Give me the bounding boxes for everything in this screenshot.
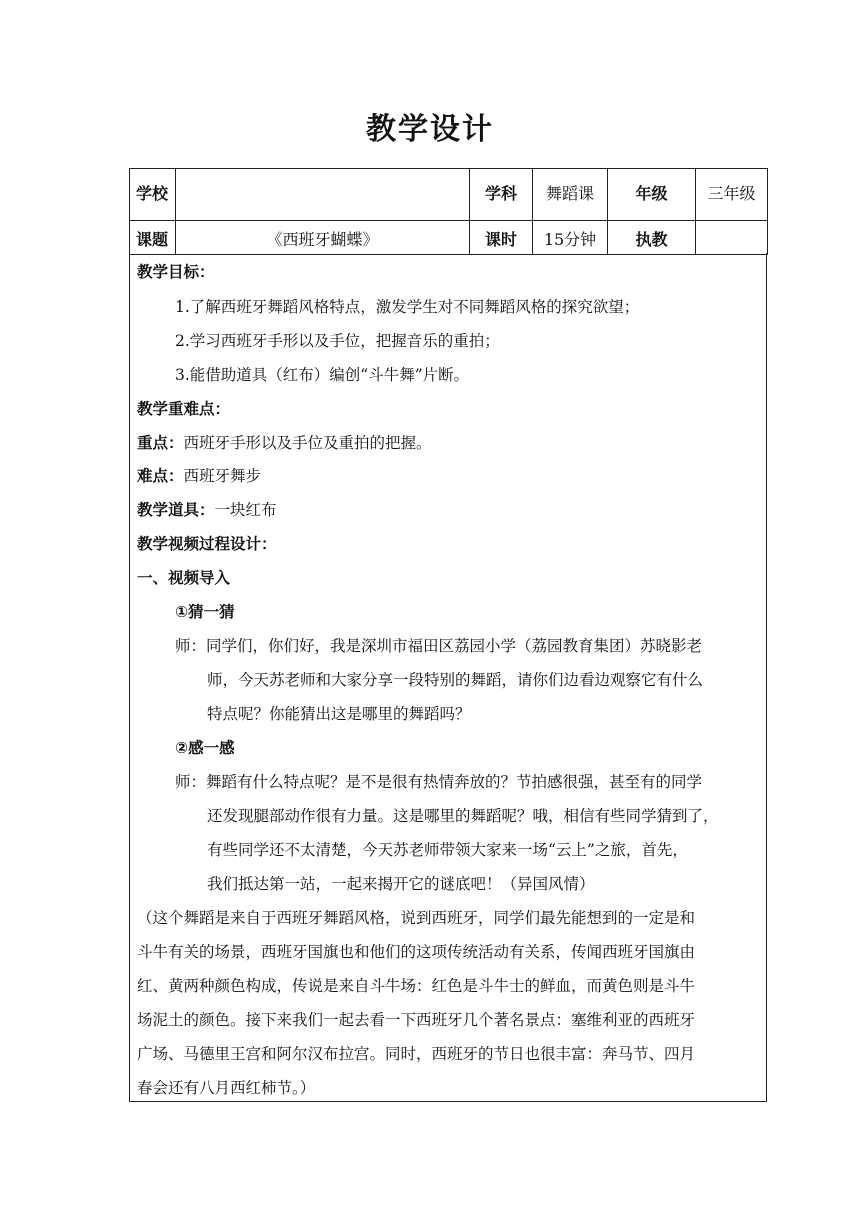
focus-text: 西班牙手形以及手位及重拍的把握。 (183, 434, 432, 452)
teacher-value (696, 221, 768, 255)
info-row-school (130, 169, 768, 221)
topic-value: 《西班牙蝴蝶》 (176, 221, 470, 255)
process-heading: 教学视频过程设计： (137, 535, 277, 553)
subject-value: 舞蹈课 (533, 169, 608, 221)
section-heading: 一、视频导入 (137, 569, 231, 587)
goals-heading: 教学目标： (137, 263, 215, 281)
focus-line (137, 436, 432, 452)
lesson-info-table (129, 168, 768, 255)
note-line: （这个舞蹈是来自于西班牙舞蹈风格，说到西班牙，同学们最先能想到的一定是和 (137, 909, 696, 927)
document-title: 教学设计 (366, 112, 494, 147)
period-label: 课时 (470, 221, 533, 255)
difficulty-line (137, 469, 261, 485)
note-line: 斗牛有关的场景，西班牙国旗也和他们的这项传统活动有关系，传闻西班牙国旗由 (137, 943, 696, 961)
focus-label: 重点： (137, 434, 184, 452)
subject-label: 学科 (470, 169, 533, 221)
goal-item: 3.能借助道具（红布）编创“斗牛舞”片断。 (175, 366, 470, 384)
paragraph-line: 我们抵达第一站，一起来揭开它的谜底吧！（异国风情） (207, 875, 595, 893)
grade-label: 年级 (608, 169, 696, 221)
props-line (137, 503, 277, 519)
school-value (176, 169, 470, 221)
goal-item: 2.学习西班牙手形以及手位，把握音乐的重拍； (175, 332, 500, 350)
period-value: 15分钟 (533, 221, 608, 255)
props-text: 一块红布 (214, 501, 277, 519)
school-label: 学校 (130, 169, 176, 221)
paragraph-line: 师，今天苏老师和大家分享一段特别的舞蹈，请你们边看边观察它有什么 (207, 671, 704, 689)
teacher-label: 执教 (608, 221, 696, 255)
props-label: 教学道具： (137, 501, 215, 519)
paragraph-line: 特点呢？你能猜出这是哪里的舞蹈吗？ (207, 705, 471, 723)
step-heading-feel: ②感一感 (175, 739, 235, 757)
paragraph-line: 有些同学还不太清楚，今天苏老师带领大家来一场“云上”之旅，首先， (207, 841, 688, 859)
note-line: 红、黄两种颜色构成，传说是来自斗牛场：红色是斗牛士的鲜血，而黄色则是斗牛 (137, 977, 696, 995)
grade-value: 三年级 (696, 169, 768, 221)
difficulty-label: 难点： (137, 467, 184, 485)
topic-label: 课题 (130, 221, 176, 255)
note-line: 春会还有八月西红柿节。） (137, 1079, 316, 1097)
paragraph-line: 师：舞蹈有什么特点呢？是不是很有热情奔放的？节拍感很强，甚至有的同学 (175, 773, 703, 791)
goal-item: 1.了解西班牙舞蹈风格特点，激发学生对不同舞蹈风格的探究欲望； (175, 298, 640, 316)
info-row-topic (130, 221, 768, 255)
note-line: 场泥土的颜色。接下来我们一起去看一下西班牙几个著名景点：塞维利亚的西班牙 (137, 1011, 696, 1029)
paragraph-line: 还发现腿部动作很有力量。这是哪里的舞蹈呢？哦，相信有些同学猜到了， (207, 807, 719, 825)
key-points-heading: 教学重难点： (137, 400, 231, 418)
difficulty-text: 西班牙舞步 (183, 467, 262, 485)
step-heading-guess: ①猜一猜 (175, 603, 235, 621)
paragraph-line: 师：同学们，你们好，我是深圳市福田区荔园小学（荔园教育集团）苏晓影老 (175, 637, 703, 655)
note-line: 广场、马德里王宫和阿尔汉布拉宫。同时，西班牙的节日也很丰富：奔马节、四月 (137, 1045, 696, 1063)
